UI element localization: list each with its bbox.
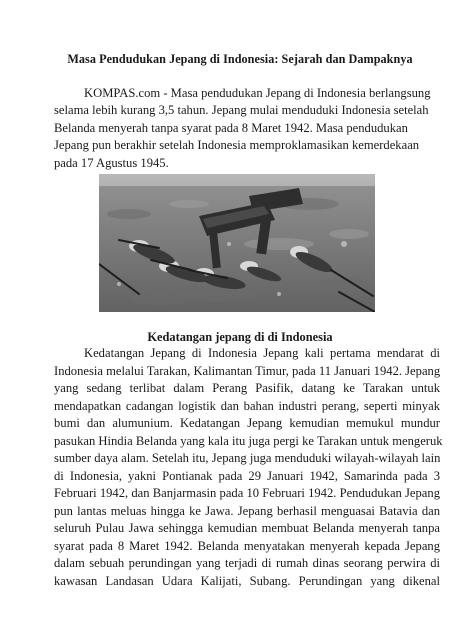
body-line: dalam sebuah perundingan yang terjadi di rumah dinas seorang perwira di bbox=[54, 556, 440, 570]
intro-paragraph bbox=[54, 85, 440, 172]
body-line: seluruh Pulau Jawa sehingga kemudian membuat Belanda menyerah tanpa bbox=[54, 521, 440, 535]
body-line: sumber daya alam. Setelah itu, Jepang juga menduduki wilayah-wilayah lain bbox=[54, 451, 441, 465]
section-heading: Kedatangan jepang di di Indonesia bbox=[147, 330, 333, 344]
body-line: mendapatkan cadangan logistik dan bahan industri perang, seperti minyak bbox=[54, 398, 440, 413]
body-paragraph bbox=[54, 345, 443, 590]
intro-line: selama lebih kurang 3,5 tahun. Jepang mulai menduduki Indonesia setelah bbox=[54, 103, 429, 118]
body-line: syarat pada 8 Maret 1942. Belanda menyatakan menyerah kepada Jepang bbox=[54, 538, 440, 553]
body-line: pasukan Hindia Belanda yang kala itu juga pergi ke Tarakan untuk mengeruk bbox=[54, 433, 443, 448]
body-line: Kedatangan Jepang di Indonesia Jepang kali pertama mendarat di bbox=[84, 346, 440, 360]
body-line: Indonesia melalui Tarakan, Kalimantan Timur, pada 11 Januari 1942. Jepang bbox=[54, 363, 441, 378]
intro-line: Belanda menyerah tanpa syarat pada 8 Maret 1942. Masa pendudukan bbox=[54, 120, 408, 135]
document-title: Masa Pendudukan Jepang di Indonesia: Sejarah dan Dampaknya bbox=[67, 52, 413, 66]
historical-photo bbox=[99, 174, 375, 312]
body-line: di Indonesia, yakni Pontianak pada 29 Januari 1942, Samarinda pada 3 bbox=[54, 468, 440, 483]
historical-photo-graphic bbox=[99, 174, 375, 312]
body-line: yang sedang terlibat dalam Perang Pasifik, datang ke Tarakan untuk bbox=[54, 381, 440, 395]
intro-line: pada 17 Agustus 1945. bbox=[54, 155, 169, 170]
body-line: Februari 1942, dan Banjarmasin pada 10 Februari 1942. Pendudukan Jepang bbox=[54, 486, 440, 500]
intro-line: KOMPAS.com - Masa pendudukan Jepang di Indonesia berlangsung bbox=[84, 86, 431, 100]
body-line: pun lantas meluas hingga ke Jawa. Jepang berhasil menguasai Batavia dan bbox=[54, 503, 440, 518]
intro-line: Jepang pun berakhir setelah Indonesia memproklamasikan kemerdekaan bbox=[54, 138, 420, 153]
body-line: bumi dan alumunium. Kedatangan Jepang kemudian memukul mundur bbox=[54, 416, 440, 430]
body-line: kawasan Landasan Udara Kalijati, Subang. Perundingan yang dikenal bbox=[54, 573, 440, 588]
